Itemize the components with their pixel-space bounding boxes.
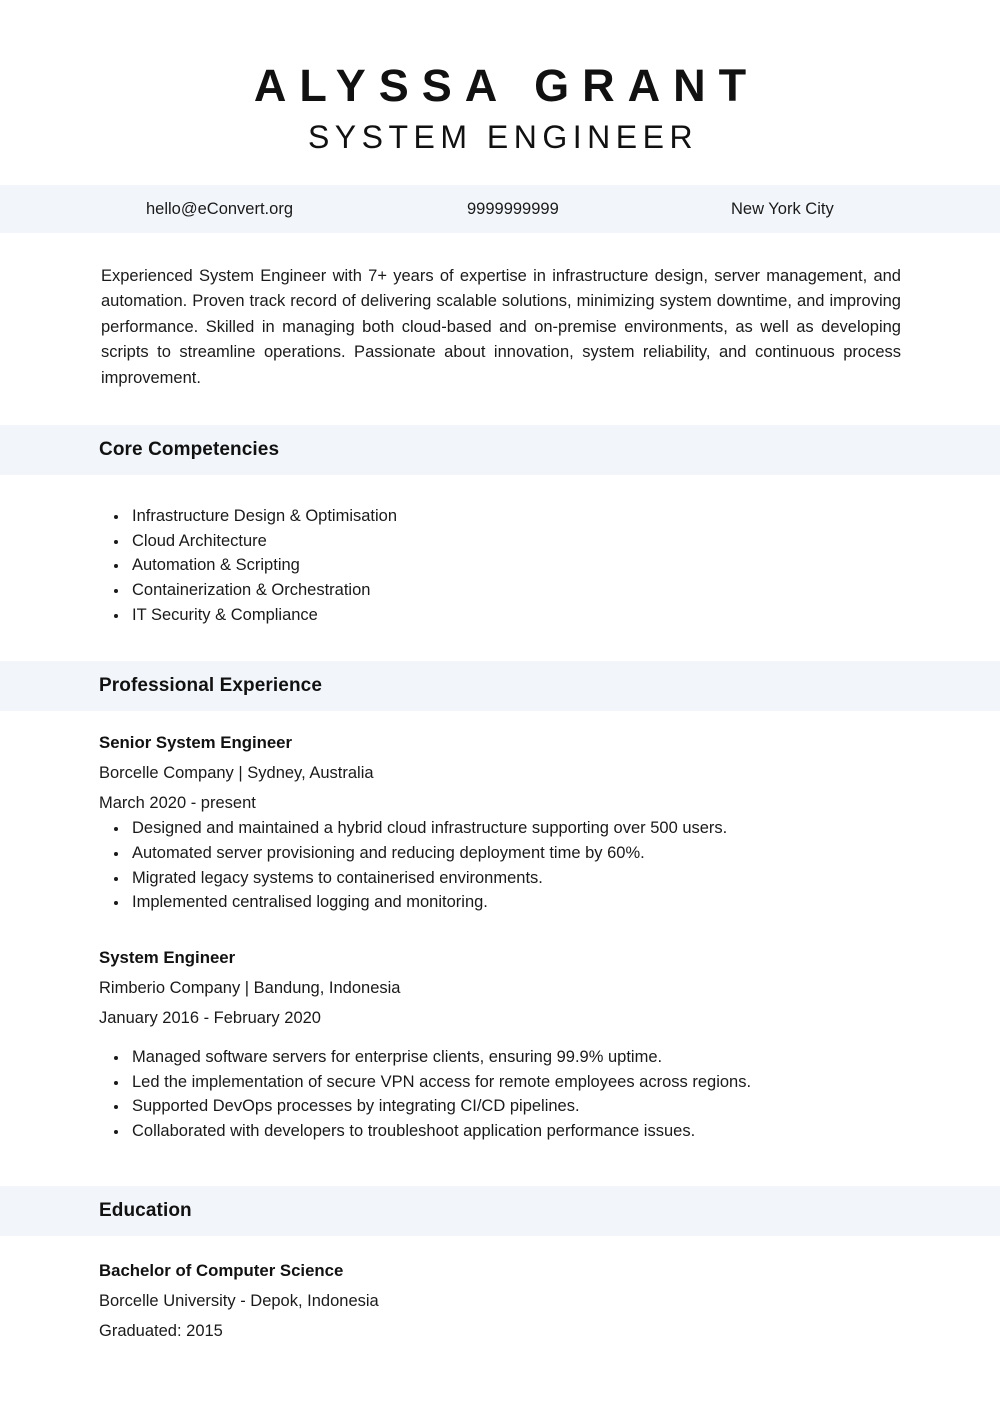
contact-email[interactable]: hello@eConvert.org [146,199,293,218]
list-item: Automated server provisioning and reducing deployment time by 60%. [99,841,901,866]
list-item: Led the implementation of secure VPN access for remote employees across regions. [99,1070,901,1095]
education-school: Borcelle University - Depok, Indonesia [99,1291,379,1310]
competencies-list [99,504,901,627]
list-item: Supported DevOps processes by integrating CI/CD pipelines. [99,1094,901,1119]
professional-summary: Experienced System Engineer with 7+ years of expertise in infrastructure design, server management, and automation. Proven track record of delivering scalable solutions, minimizing system downtime, and improving performance. Skilled in managing both cloud-based and on-premise environments, as well as developing scripts to streamline operations. Passionate about innovation, system reliability, and continuous process improvement. [101,266,901,387]
list-item: Containerization & Orchestration [99,578,901,603]
job-dates: March 2020 - present [99,794,256,813]
section-title-experience: Professional Experience [99,675,323,697]
list-item: Cloud Architecture [99,529,901,554]
education-degree: Bachelor of Computer Science [99,1260,344,1280]
job-bullets-list [99,1045,901,1144]
contact-bar [0,185,1000,233]
section-header-competencies [0,425,1000,475]
list-item: Collaborated with developers to troubleshoot application performance issues. [99,1119,901,1144]
education-graduated: Graduated: 2015 [99,1321,223,1340]
page-title: ALYSSA GRANT [253,60,760,111]
job-company: Rimberio Company | Bandung, Indonesia [99,978,401,997]
job-company: Borcelle Company | Sydney, Australia [99,764,374,783]
section-header-education [0,1186,1000,1236]
job-title-subtitle: SYSTEM ENGINEER [307,119,699,156]
contact-location: New York City [731,199,834,218]
contact-phone[interactable]: 9999999999 [467,199,559,218]
education-body [0,1236,1000,1344]
experience-entry-2 [99,945,901,1144]
list-item: Implemented centralised logging and monitoring. [99,890,901,915]
list-item: IT Security & Compliance [99,603,901,628]
list-item: Automation & Scripting [99,553,901,578]
list-item: Managed software servers for enterprise clients, ensuring 99.9% uptime. [99,1045,901,1070]
list-item: Migrated legacy systems to containerised environments. [99,866,901,891]
section-title-education: Education [99,1199,192,1221]
job-dates: January 2016 - February 2020 [99,1008,321,1027]
job-role: System Engineer [99,947,236,967]
experience-body [0,711,1000,1144]
resume-header [0,0,1000,157]
section-title-competencies: Core Competencies [99,439,280,461]
job-role: Senior System Engineer [99,733,293,753]
job-bullets-list [99,816,901,915]
section-header-experience [0,661,1000,711]
list-item: Infrastructure Design & Optimisation [99,504,901,529]
competencies-body [0,475,1000,627]
experience-entry-1 [99,730,901,915]
list-item: Designed and maintained a hybrid cloud infrastructure supporting over 500 users. [99,816,901,841]
